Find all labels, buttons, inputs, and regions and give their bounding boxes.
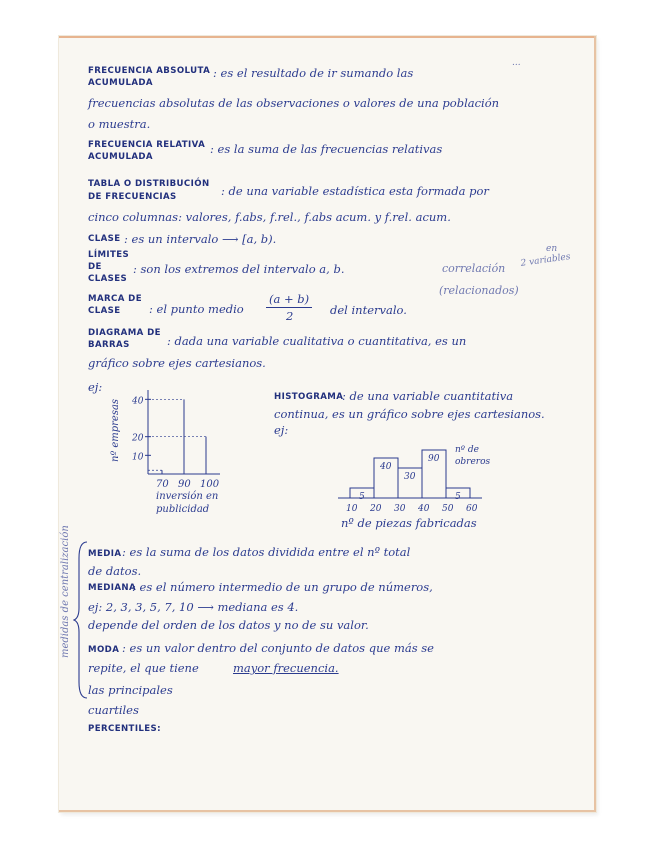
def-frec-abs-acum-2: frecuencias absolutas de las observaciones o valores de una población: [88, 96, 500, 110]
def-mediana-3: depende del orden de los datos y no de su valor.: [88, 618, 369, 632]
def-clase: : es un intervalo ⟶ [a, b).: [124, 232, 277, 246]
bar-chart-x-label-2: publicidad: [156, 504, 210, 515]
term-frec-rel-acum-2: ACUMULADA: [88, 152, 153, 162]
side-note-2-variables: 2 variables: [520, 252, 572, 269]
marca-fraction-den: 2: [286, 309, 294, 323]
histogram-value-label: 5: [455, 492, 461, 502]
cuartiles-line-2: cuartiles: [88, 703, 139, 717]
def-media-2: de datos.: [88, 564, 142, 578]
sheet-bottom-edge: [59, 810, 596, 812]
term-limites-3: CLASES: [88, 274, 128, 284]
def-mediana-1: : es el número intermedio de un grupo de números,: [132, 580, 433, 594]
term-marca-1: MARCA DE: [88, 294, 142, 304]
bar-chart-x-tick: 90: [178, 479, 191, 490]
ej-label: ej:: [88, 380, 103, 394]
histogram-x-tick: 60: [466, 504, 478, 514]
def-frec-abs-acum-1: : es el resultado de ir sumando las: [213, 66, 414, 80]
term-moda: MODA: [88, 645, 120, 655]
term-frec-abs-acum-2: ACUMULADA: [88, 78, 153, 88]
bar-chart-y-tick: 40: [132, 396, 144, 407]
histogram-x-tick: 50: [442, 504, 454, 514]
def-moda-2a: repite, el que tiene: [88, 661, 199, 675]
histogram-x-label: nº de piezas fabricadas: [341, 516, 477, 530]
histogram-x-tick: 20: [370, 504, 382, 514]
histogram: [332, 450, 482, 520]
cuartiles-line-1: las principales: [88, 683, 173, 697]
bar-chart: [108, 384, 248, 514]
def-marca-2: del intervalo.: [330, 303, 407, 317]
term-media: MEDIA: [88, 549, 122, 559]
def-mediana-2: ej: 2, 3, 3, 5, 7, 10 ⟶ mediana es 4.: [88, 600, 299, 614]
def-tabla-2: cinco columnas: valores, f.abs, f.rel., f.abs acum. y f.rel. acum.: [88, 210, 451, 224]
term-limites-1: LÍMITES: [88, 250, 130, 260]
sheet-top-edge: [59, 36, 596, 38]
side-note-en: en: [546, 244, 558, 254]
def-moda-2b: mayor frecuencia.: [233, 661, 339, 675]
def-diagrama-2: gráfico sobre ejes cartesianos.: [88, 356, 266, 370]
term-diagrama-2: BARRAS: [88, 340, 130, 350]
bar-chart-y-tick: 10: [132, 452, 144, 463]
histograma-ej: ej:: [274, 423, 289, 437]
corner-note: ...: [512, 58, 521, 68]
term-diagrama-1: DIAGRAMA DE: [88, 328, 161, 338]
term-tabla-2: DE FRECUENCIAS: [88, 192, 177, 202]
term-frec-rel-acum-1: FRECUENCIA RELATIVA: [88, 140, 206, 150]
curly-bracket-path: [74, 542, 87, 698]
term-limites-2: DE: [88, 262, 102, 272]
term-tabla-1: TABLA O DISTRIBUCIÓN: [88, 179, 210, 189]
histogram-y-note-1: nº de: [455, 445, 479, 455]
fraction-bar: [266, 307, 312, 308]
term-percentiles: PERCENTILES:: [88, 724, 161, 734]
side-note-correlacion: correlación: [442, 262, 506, 275]
histogram-x-tick: 10: [346, 504, 358, 514]
bar-chart-x-tick: 70: [156, 479, 169, 490]
histogram-value-label: 40: [380, 462, 392, 472]
def-histograma-2: continua, es un gráfico sobre ejes cartesianos.: [274, 407, 545, 421]
bar-chart-y-tick: 20: [132, 433, 144, 444]
def-moda-1: : es un valor dentro del conjunto de datos que más se: [122, 641, 434, 655]
term-mediana: MEDIANA: [88, 583, 137, 593]
histogram-value-label: 30: [404, 472, 416, 482]
marca-fraction-num: (a + b): [269, 292, 310, 306]
term-marca-2: CLASE: [88, 306, 121, 316]
def-marca-1: : el punto medio: [149, 302, 244, 316]
term-histograma: HISTOGRAMA: [274, 392, 344, 402]
bar-chart-x-tick: 100: [200, 479, 220, 490]
histogram-value-label: 5: [359, 492, 365, 502]
histogram-y-note-2: obreros: [455, 457, 491, 467]
sheet-right-edge: [594, 36, 596, 812]
def-frec-abs-acum-3: o muestra.: [88, 117, 151, 131]
bar-chart-y-label: nº empresas: [110, 398, 121, 462]
histogram-x-tick: 30: [394, 504, 406, 514]
def-limites: : son los extremos del intervalo a, b.: [133, 262, 345, 276]
histogram-value-label: 90: [428, 454, 440, 464]
bar-chart-x-label-1: inversión en: [156, 491, 219, 502]
term-frec-abs-acum-1: FRECUENCIA ABSOLUTA: [88, 66, 211, 76]
side-margin-label: medidas de centralización: [60, 525, 71, 658]
side-note-relacionados: (relacionados): [439, 284, 519, 297]
term-clase: CLASE: [88, 234, 121, 244]
def-media-1: : es la suma de los datos dividida entre el nº total: [122, 545, 411, 559]
def-tabla-1: : de una variable estadística esta formada por: [221, 184, 489, 198]
def-histograma-1: : de una variable cuantitativa: [342, 389, 514, 403]
def-diagrama-1: : dada una variable cualitativa o cuantitativa, es un: [167, 334, 467, 348]
histogram-x-tick: 40: [418, 504, 430, 514]
def-frec-rel-acum-1: : es la suma de las frecuencias relativas: [210, 142, 443, 156]
